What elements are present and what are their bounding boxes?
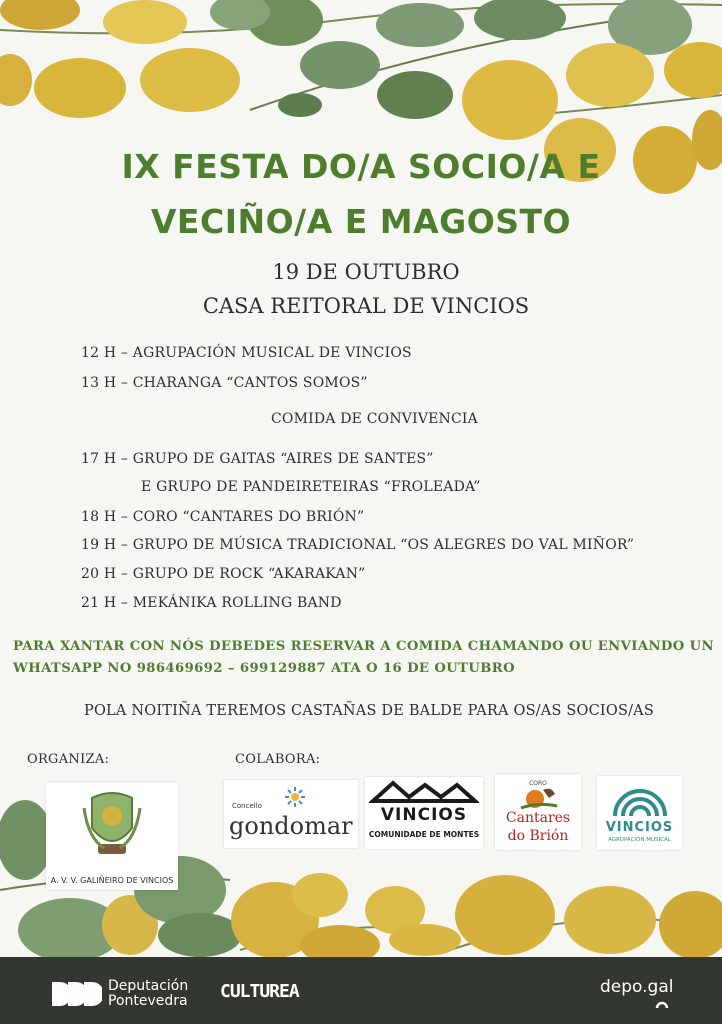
sun-icon — [282, 786, 308, 808]
vincios-montes-logo — [365, 777, 483, 849]
reservation-line1: PARA XANTAR CON NÓS DEBEDES RESERVAR A COMIDA CHAMANDO OU ENVIANDO UN — [13, 639, 714, 654]
event-title-line2: VECIÑO/A E MAGOSTO — [150, 202, 572, 241]
vincios-musical-logo — [597, 776, 682, 850]
schedule-item: 21 H – MEKÁNIKA ROLLING BAND — [81, 595, 342, 611]
culturea-logo: CULTUREA — [220, 981, 299, 1002]
cantares-brion-logo — [495, 774, 581, 850]
chestnuts-note: POLA NOITIÑA TEREMOS CASTAÑAS DE BALDE PARA OS/AS SOCIOS/AS — [84, 703, 654, 719]
schedule-item: 20 H – GRUPO DE ROCK “AKARAKAN” — [81, 566, 366, 582]
schedule-item: 12 H – AGRUPACIÓN MUSICAL DE VINCIOS — [81, 345, 412, 361]
schedule-item: 17 H – GRUPO DE GAITAS “AIRES DE SANTES” — [81, 451, 434, 467]
depo-arc-icon — [655, 999, 669, 1009]
coat-of-arms-icon — [78, 788, 146, 860]
gondomar-name: gondomar — [229, 812, 353, 840]
depo-gal-link[interactable]: depo.gal — [600, 977, 674, 997]
deputacion-line2: Pontevedra — [108, 993, 188, 1009]
colabora-label: COLABORA: — [235, 752, 321, 767]
event-title-line1: IX FESTA DO/A SOCIO/A E — [121, 147, 601, 186]
reservation-line2: WHATSAPP NO 986469692 – 699129887 ATA O 16 DE OUTUBRO — [13, 661, 516, 676]
schedule-item: COMIDA DE CONVIVENCIA — [271, 411, 478, 427]
deputacion-logo-icon — [50, 980, 102, 1008]
deputacion-line1: Deputación — [108, 978, 189, 994]
gondomar-concello-label: Concello — [232, 802, 262, 810]
gondomar-logo — [224, 780, 358, 848]
cantares-line2: do Brión — [507, 828, 569, 844]
organiza-label: ORGANIZA: — [27, 752, 110, 767]
event-date: 19 DE OUTUBRO — [272, 260, 460, 284]
cantares-line1: Cantares — [505, 810, 571, 826]
footer-bar — [0, 957, 722, 1024]
mountains-icon — [369, 779, 479, 803]
reservation-note — [13, 636, 713, 682]
sound-waves-icon — [607, 782, 673, 818]
organizer-logo — [46, 782, 178, 890]
vincios-musical-sub: AGRUPACIÓN MUSICAL — [608, 837, 671, 843]
cantares-top-label: CORO — [529, 780, 547, 787]
vincios-montes-name: VINCIOS — [380, 805, 468, 825]
bird-branch-icon — [519, 784, 559, 810]
vincios-musical-name: VINCIOS — [605, 820, 674, 835]
schedule-item: 13 H – CHARANGA “CANTOS SOMOS” — [81, 375, 368, 391]
event-venue: CASA REITORAL DE VINCIOS — [202, 294, 530, 318]
schedule-item: 19 H – GRUPO DE MÚSICA TRADICIONAL “OS ALEGRES DO VAL MIÑOR” — [81, 537, 635, 553]
schedule-item: E GRUPO DE PANDEIRETEIRAS “FROLEADA” — [141, 479, 481, 495]
vincios-montes-sub: COMUNIDADE DE MONTES — [368, 830, 480, 839]
schedule-item: 18 H – CORO “CANTARES DO BRIÓN” — [81, 509, 365, 525]
organizer-name: A. V. V. GALIÑEIRO DE VINCIOS — [50, 876, 174, 885]
